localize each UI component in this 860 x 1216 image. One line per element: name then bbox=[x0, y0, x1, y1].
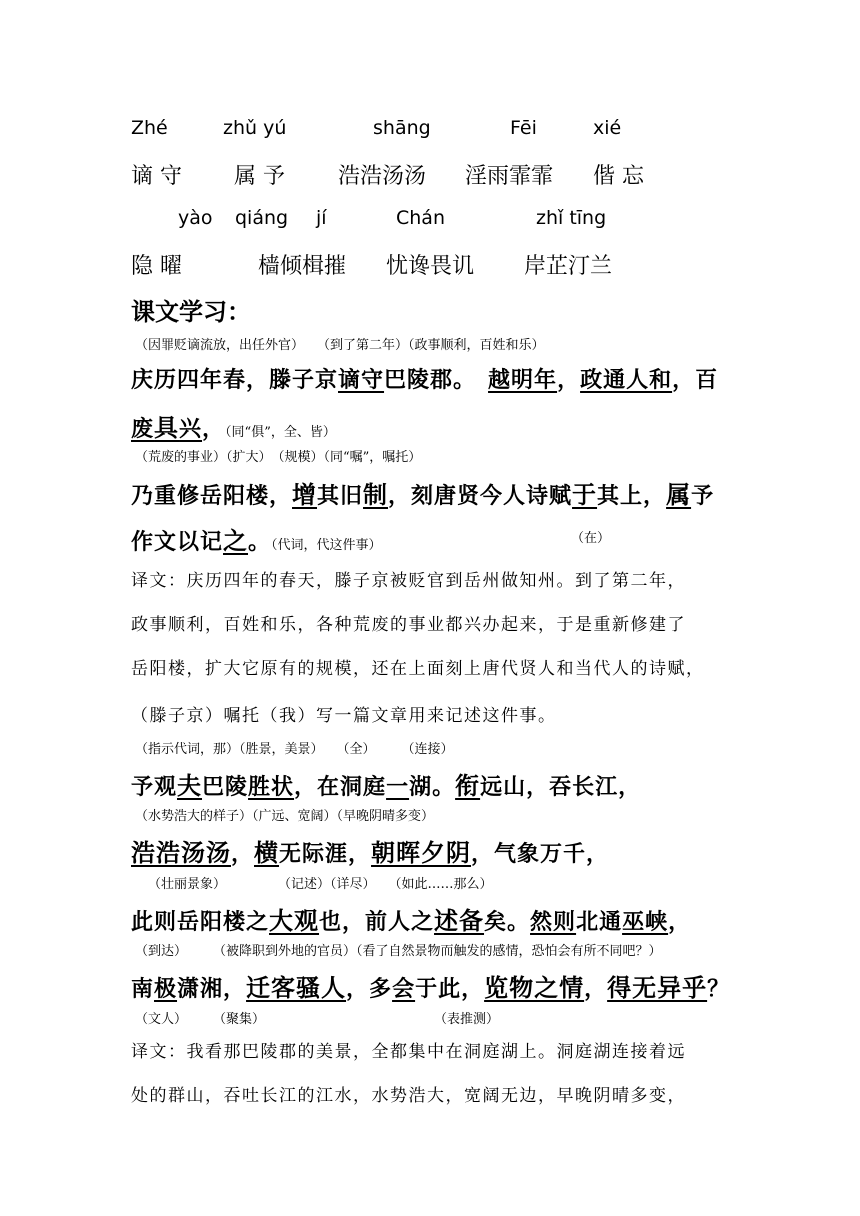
keyword: 备 bbox=[459, 906, 485, 935]
text-line: 南极潇湘，迁客骚人，多会于此，览物之情，得无异乎？ bbox=[131, 973, 731, 1002]
text-line: 浩浩汤汤，横无际涯，朝晖夕阴，气象万千， bbox=[131, 838, 610, 867]
text-line: 乃重修岳阳楼，增其旧制，刻唐贤今人诗赋于其上，属予 bbox=[131, 480, 715, 509]
keyword: 述 bbox=[434, 906, 460, 935]
keyword: 越明年 bbox=[488, 367, 558, 393]
pinyin: Zhé bbox=[131, 117, 168, 139]
keyword: 属 bbox=[666, 480, 692, 509]
keyword: 兴 bbox=[179, 416, 203, 442]
keyword: 然则 bbox=[530, 909, 577, 935]
keyword: 胜状 bbox=[248, 774, 295, 800]
keyword: 增 bbox=[292, 480, 318, 509]
keyword: 大观 bbox=[269, 906, 320, 935]
keyword: 巫峡 bbox=[622, 909, 669, 935]
annotation: （在） bbox=[571, 531, 611, 546]
annotation-line: （到达） （被降职到外地的官员）（看了自然景物而触发的感情，恐怕会有所不同吧？） bbox=[135, 944, 662, 959]
keyword: 览物之情 bbox=[484, 973, 585, 1002]
keyword: 夫 bbox=[177, 771, 203, 800]
keyword: 之 bbox=[223, 526, 249, 555]
translation-line: 岳阳楼，扩大它原有的规模，还在上面刻上唐代贤人和当代人的诗赋， bbox=[131, 659, 705, 679]
vocab-word: 属 予 bbox=[234, 164, 285, 189]
translation-line: 处的群山，吞吐长江的江水，水势浩大，宽阔无边，早晚阴晴多变， bbox=[131, 1086, 686, 1106]
pinyin: xié bbox=[593, 117, 622, 139]
keyword: 政通人和 bbox=[580, 367, 673, 393]
annotation-line: （水势浩大的样子）（广远、宽阔）（早晚阴晴多变） bbox=[135, 809, 435, 824]
keyword: 朝晖夕阴 bbox=[371, 838, 472, 867]
annotation: （代词，代这件事） bbox=[271, 538, 382, 553]
translation-line: （滕子京）嘱托（我）写一篇文章用来记述这件事。 bbox=[131, 706, 557, 726]
keyword: 浩浩汤汤 bbox=[131, 838, 231, 867]
keyword: 谪守 bbox=[338, 367, 385, 393]
pinyin: zhǐ tīng bbox=[536, 207, 607, 229]
vocab-word: 岸芷汀兰 bbox=[524, 254, 613, 279]
translation-line: 政事顺利，百姓和乐，各种荒废的事业都兴办起来，于是重新修建了 bbox=[131, 615, 686, 635]
keyword: 迁客骚人 bbox=[246, 973, 347, 1002]
annotation-line: （文人） （聚集） （表推测） bbox=[135, 1012, 500, 1027]
section-title: 课文学习： bbox=[131, 297, 251, 326]
text-line: 废具兴，（同“俱”，全、皆） bbox=[131, 413, 336, 442]
text-line: 作文以记之。（代词，代这件事） bbox=[131, 526, 382, 555]
keyword: 横 bbox=[254, 838, 280, 867]
vocab-word: 隐 曜 bbox=[131, 254, 182, 279]
annotation-line: （荒废的事业）（扩大） （规模）（同“嘱”，嘱托） bbox=[135, 450, 422, 465]
vocab-word: 淫雨霏霏 bbox=[465, 164, 554, 189]
keyword: 得无异乎 bbox=[607, 973, 708, 1002]
vocab-word: 忧谗畏讥 bbox=[386, 254, 475, 279]
pinyin: jí bbox=[316, 207, 327, 229]
pinyin: qiáng bbox=[235, 207, 289, 229]
pinyin: shāng bbox=[373, 117, 431, 139]
keyword: 衔 bbox=[455, 771, 481, 800]
keyword: 一 bbox=[386, 774, 410, 800]
keyword: 于 bbox=[572, 480, 598, 509]
keyword: 废 bbox=[131, 416, 155, 442]
pinyin: Chán bbox=[396, 207, 445, 229]
annotation-line: （壮丽景象） （记述）（详尽） （如此……那么） bbox=[148, 877, 493, 892]
annotation-line: （指示代词，那）（胜景，美景） （全） （连接） bbox=[135, 742, 454, 757]
pinyin: zhǔ yú bbox=[223, 117, 287, 139]
vocab-word: 谪 守 bbox=[131, 164, 182, 189]
vocab-word: 浩浩汤汤 bbox=[338, 164, 427, 189]
text-line: 此则岳阳楼之大观也，前人之述备矣。然则北通巫峡， bbox=[131, 906, 692, 935]
annotation: （同“俱”，全、皆） bbox=[225, 425, 336, 440]
text-line: 庆历四年春，滕子京谪守巴陵郡。 越明年，政通人和，百 bbox=[131, 367, 719, 393]
translation-line: 译文：我看那巴陵郡的美景，全都集中在洞庭湖上。洞庭湖连接着远 bbox=[131, 1042, 686, 1062]
keyword: 极 bbox=[154, 976, 178, 1002]
keyword: 制 bbox=[363, 480, 389, 509]
vocab-word: 偕 忘 bbox=[593, 164, 644, 189]
pinyin: yào bbox=[178, 207, 213, 229]
annotation-line: （因罪贬谪流放，出任外官） （到了第二年）（政事顺利，百姓和乐） bbox=[135, 338, 545, 353]
pinyin: Fēi bbox=[510, 117, 537, 139]
vocab-word: 樯倾楫摧 bbox=[258, 254, 347, 279]
text-line: 予观夫巴陵胜状，在洞庭一湖。衔远山，吞长江， bbox=[131, 771, 642, 800]
keyword: 具 bbox=[154, 413, 180, 442]
translation-line: 译文：庆历四年的春天，滕子京被贬官到岳州做知州。到了第二年， bbox=[131, 571, 686, 591]
keyword: 会 bbox=[392, 976, 416, 1002]
